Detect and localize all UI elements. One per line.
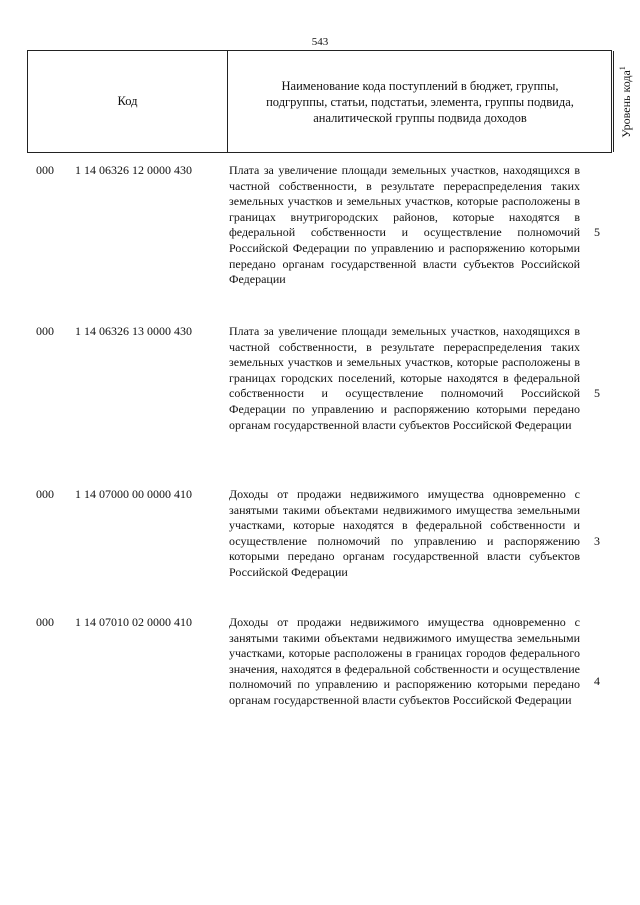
row-level: 5 xyxy=(594,386,600,400)
row-code: 1 14 07000 00 0000 410 xyxy=(75,487,192,501)
row-code: 1 14 06326 13 0000 430 xyxy=(75,324,192,338)
page-number: 543 xyxy=(311,36,329,48)
row-level: 5 xyxy=(594,225,600,239)
row-code: 1 14 06326 12 0000 430 xyxy=(75,163,192,177)
row-admin-code: 000 xyxy=(36,487,54,501)
row-name: Плата за увеличение площади земельных участков, находящихся в частной собственности, в результате перераспределения таких земельных участков и земельных участков, которые расположены в границах городских поселений, которые находятся в федеральной собственности и осуществление полномочий Российской Федерации по управлению и распоряжению которыми передано органам государственной власти субъектов Российской Федерации xyxy=(229,324,580,432)
row-name: Доходы от продажи недвижимого имущества одновременно с занятыми такими объектами недвижимого имущества земельными участками, которые находятся в федеральной собственности и осуществление полномочий по управлению и распоряжению которыми передано органам государственной власти субъектов Российской Федерации xyxy=(229,487,580,579)
header-level xyxy=(612,51,639,152)
header-level-footnote: 1 xyxy=(617,65,627,70)
row-admin-code: 000 xyxy=(36,163,54,177)
header-code: Код xyxy=(28,51,228,152)
row-name: Плата за увеличение площади земельных участков, находящихся в частной собственности, в результате перераспределения таких земельных участков и земельных участков, которые расположены в границах внутригородских районов, которые находятся в федеральной собственности и осуществление полномочий Российской Федерации по управлению и распоряжению которыми передано органам государственной власти субъектов Российской Федерации xyxy=(229,163,580,287)
row-admin-code: 000 xyxy=(36,324,54,338)
row-admin-code: 000 xyxy=(36,615,54,629)
row-name: Доходы от продажи недвижимого имущества одновременно с занятыми такими объектами недвижимого имущества земельными участками, которые расположены в границах городов федерального значения, находятся в федеральной собственности и осуществление полномочий по управлению и распоряжению которыми передано органам государственной власти субъектов Российской Федерации xyxy=(229,615,580,707)
row-level: 3 xyxy=(594,534,600,548)
header-name-line: Наименование кода поступлений в бюджет, группы, xyxy=(281,78,559,93)
header-level-label: Уровень кода xyxy=(618,69,633,138)
row-code: 1 14 07010 02 0000 410 xyxy=(75,615,192,629)
header-name-line: подгруппы, статьи, подстатьи, элемента, группы подвида, xyxy=(266,94,574,109)
header-name-line: аналитической группы подвида доходов xyxy=(313,110,527,125)
table-header xyxy=(27,50,633,153)
header-name xyxy=(227,51,614,152)
row-level: 4 xyxy=(594,674,600,688)
